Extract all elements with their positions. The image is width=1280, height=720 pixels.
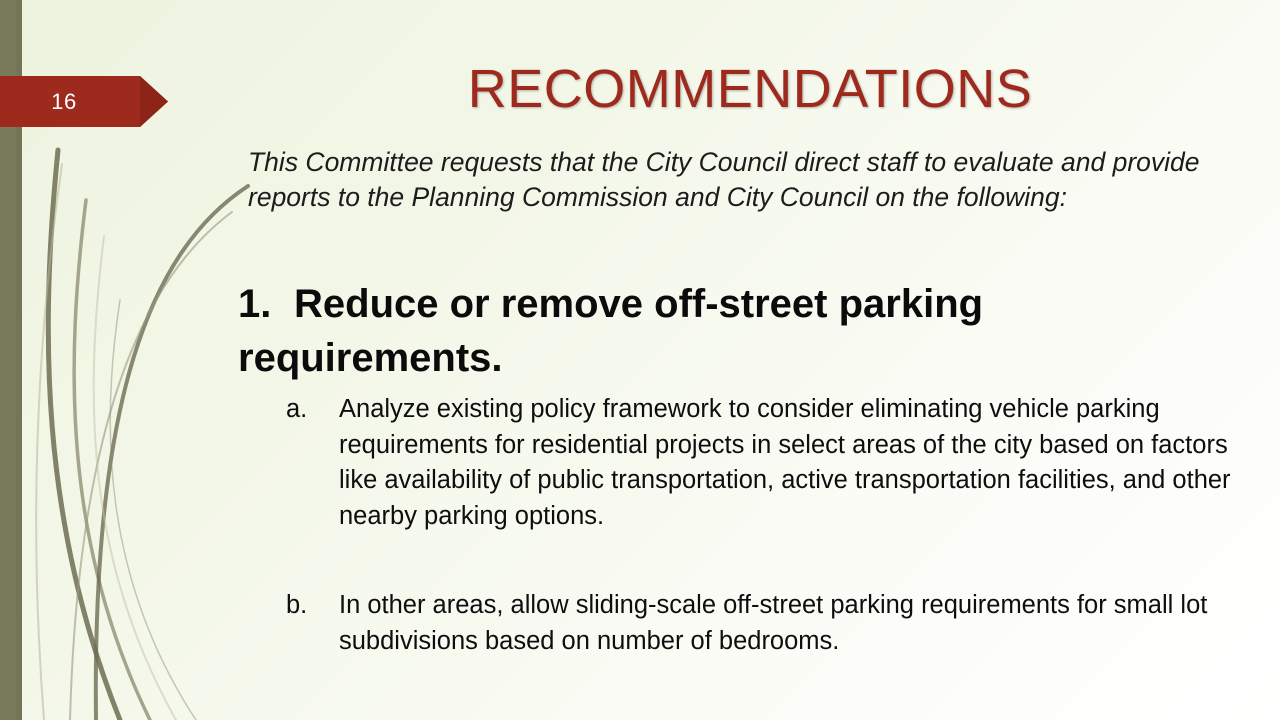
list-item-1a-marker: a.: [286, 395, 308, 423]
list-item-1-text: Reduce or remove off-street parking requirements.: [238, 282, 984, 380]
list-item-1b: [286, 588, 1251, 659]
slide-number: 16: [51, 89, 77, 114]
list-item-1b-text: In other areas, allow sliding-scale off-street parking requirements for small lot subdivisions based on number of bedrooms.: [339, 591, 1208, 655]
list-item-1a: [286, 392, 1251, 534]
list-item-1: [238, 277, 1248, 385]
list-item-1b-marker: b.: [286, 591, 308, 619]
intro-paragraph: This Committee requests that the City Council direct staff to evaluate and provide reports to the Planning Commission and City Council on the following:: [248, 147, 1200, 212]
page-title: RECOMMENDATIONS: [467, 59, 1033, 119]
list-item-1-marker: 1.: [238, 282, 272, 326]
list-item-1a-text: Analyze existing policy framework to consider eliminating vehicle parking requirements for residential projects in select areas of the city based on factors like availability of public transportation, active transportation facilities, and other nearby parking options.: [339, 395, 1231, 530]
